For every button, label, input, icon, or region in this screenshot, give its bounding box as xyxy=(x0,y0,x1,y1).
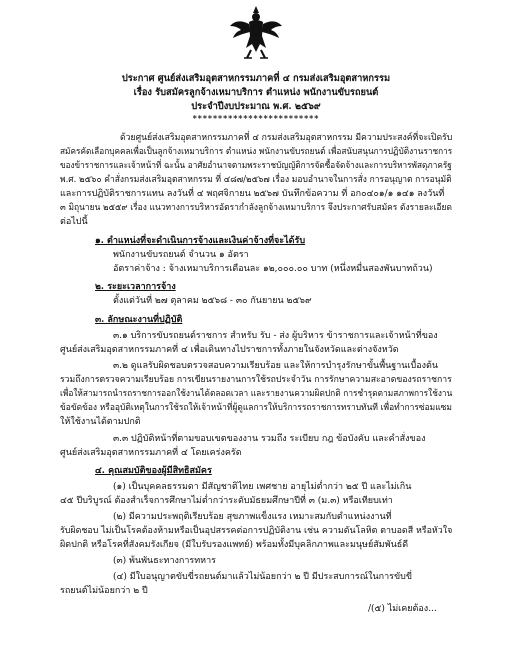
intro-line: และการปฏิบัติราชการแทน ลงวันที่ ๔ พฤศจิกายน ๒๕๖๗ บันทึกข้อความ ที่ อก๐๔๐๑/๑ ๑๔๑ ลงวันที่ xyxy=(60,189,445,199)
section-4-line: ผิดปกติ หรือโรคที่สังคมรังเกียจ (มีใบรับรองแพทย์) พร้อมทั้งมีบุคลิกภาพและมนุษย์สัมพันธ์ดี xyxy=(60,540,409,550)
section-3-line: ศูนย์ส่งเสริมอุตสาหกรรมภาคที่ ๔ เพื่อเดินทางไปราชการทั้งภายในจังหวัดและต่างจังหวัด xyxy=(60,345,399,355)
intro-line: สมัครคัดเลือกบุคคลเพื่อเป็นลูกจ้างเหมาบริการ ตำแหน่ง พนักงานขับรถยนต์ เพื่อสนับสนุนการปฏิบัติงานราชการ xyxy=(60,147,453,157)
section-3-line: ข้อขัดข้อง หรืออุบัติเหตุในการใช้รถให้เจ้าหน้าที่ผู้ดูแลการให้บริการรถราชการทราบทันที เพื่อทำการซ่อมแซม xyxy=(60,403,452,413)
section-3-line: รวมถึงการตรวจความเรียบร้อย การเขียนรายงานการใช้รถประจำวัน การรักษาความสะอาดของรถราชการ xyxy=(60,375,452,385)
section-2-heading: ๒. ระยะเวลาการจ้าง xyxy=(95,282,176,292)
section-4-line: (๑) เป็นบุคคลธรรมดา มีสัญชาติไทย เพศชาย อายุไม่ต่ำกว่า ๒๕ ปี และไม่เกิน xyxy=(113,482,412,492)
section-3-line: ๓.๒ ดูแลรับผิดชอบตรวจสอบความเรียบร้อย และให้การบำรุงรักษาขั้นพื้นฐานเบื้องต้น xyxy=(113,361,439,371)
garuda-emblem-icon xyxy=(227,4,285,62)
intro-line: ๓ มิถุนายน ๒๕๕๙ เรื่อง แนวทางการบริหารอัตรากำลังลูกจ้างเหมาบริการ จึงประกาศรับสมัคร ดังรายละเอียด xyxy=(60,203,452,213)
section-4-line: รถยนต์ไม่น้อยกว่า ๒ ปี xyxy=(60,586,148,596)
section-3-line: ศูนย์ส่งเสริมอุตสาหกรรมภาคที่ ๔ โดยเคร่งครัด xyxy=(60,448,242,458)
section-4-heading: ๔. คุณสมบัติของผู้มีสิทธิสมัคร xyxy=(95,466,212,476)
section-1-position: พนักงานขับรถยนต์ จำนวน ๑ อัตรา xyxy=(113,250,249,260)
section-2-period: ตั้งแต่วันที่ ๒๗ ตุลาคม ๒๕๖๘ - ๓๐ กันยายน ๒๕๖๙ xyxy=(113,296,312,306)
title-line-1: ประกาศ ศูนย์ส่งเสริมอุตสาหกรรมภาคที่ ๔ กรมส่งเสริมอุตสาหกรรม xyxy=(121,73,391,84)
section-4-line: (๓) พ้นพันธะทางการทหาร xyxy=(113,556,217,566)
title-line-2: เรื่อง รับสมัครลูกจ้างเหมาบริการ ตำแหน่ง พนักงานขับรถยนต์ xyxy=(133,87,379,98)
title-separator: ************************* xyxy=(192,113,320,123)
title-line-3: ประจำปีงบประมาณ พ.ศ. ๒๕๖๙ xyxy=(191,101,321,112)
continuation-note: /(๕) ไม่เคยต้อง... xyxy=(368,604,437,614)
section-3-line: ๓.๓ ปฏิบัติหน้าที่ตามขอบเขตของงาน รวมถึง ระเบียบ กฎ ข้อบังคับ และคำสั่งของ xyxy=(113,434,426,444)
section-4-line: ๔๕ ปีบริบูรณ์ ต้องสำเร็จการศึกษาไม่ต่ำกว่าระดับมัธยมศึกษาปีที่ ๓ (ม.๓) หรือเทียบเท่า xyxy=(60,496,393,506)
section-3-line: ๓.๑ บริการขับรถยนต์ราชการ สำหรับ รับ - ส่ง ผู้บริหาร ข้าราชการและเจ้าหน้าที่ของ xyxy=(113,331,438,341)
section-4-line: รับผิดชอบ ไม่เป็นโรคต้องห้ามหรือเป็นอุปสรรคต่อการปฏิบัติงาน เช่น ความดันโลหิต ตาบอดสี หรือหัวใจ xyxy=(60,526,453,536)
section-1-wage: อัตราค่าจ้าง : จ้างเหมาบริการเดือนละ ๑๒,๐๐๐.๐๐ บาท (หนึ่งหมื่นสองพันบาทถ้วน) xyxy=(113,264,433,274)
intro-line: พ.ศ. ๒๕๖๐ คำสั่งกรมส่งเสริมอุตสาหกรรม ที่ ๔๘๗/๒๕๖๗ เรื่อง มอบอำนาจในการสั่ง การอนุญาต การอนุมัติ xyxy=(60,175,452,185)
section-3-line: ให้ใช้งานได้ตามปกติ xyxy=(60,417,141,427)
intro-line: ต่อไปนี้ xyxy=(60,217,88,227)
section-4-line: (๔) มีใบอนุญาตขับขี่รถยนต์มาแล้วไม่น้อยกว่า ๒ ปี มีประสบการณ์ในการขับขี่ xyxy=(113,572,412,582)
section-4-line: (๒) มีความประพฤติเรียบร้อย สุขภาพแข็งแรง เหมาะสมกับตำแหน่งงานที่ xyxy=(113,512,392,522)
intro-line: ด้วยศูนย์ส่งเสริมอุตสาหกรรมภาคที่ ๔ กรมส่งเสริมอุตสาหกรรม มีความประสงค์ที่จะเปิดรับ xyxy=(120,133,453,143)
section-3-heading: ๓. ลักษณะงานที่ปฏิบัติ xyxy=(95,315,183,325)
intro-line: ของข้าราชการและเจ้าหน้าที่ ฉะนั้น อาศัยอำนาจตามพระราชบัญญัติการจัดซื้อจัดจ้างและการบริหารพัสดุภาครัฐ xyxy=(60,161,452,171)
section-1-heading: ๑. ตำแหน่งที่จะดำเนินการจ้างและเงินค่าจ้างที่จะได้รับ xyxy=(95,236,306,246)
section-3-line: เพื่อให้สามารถนำรถราชการออกใช้งานได้ตลอดเวลา และรายงานความผิดปกติ การชำรุดตามสภาพการใช้งาน xyxy=(60,389,453,399)
